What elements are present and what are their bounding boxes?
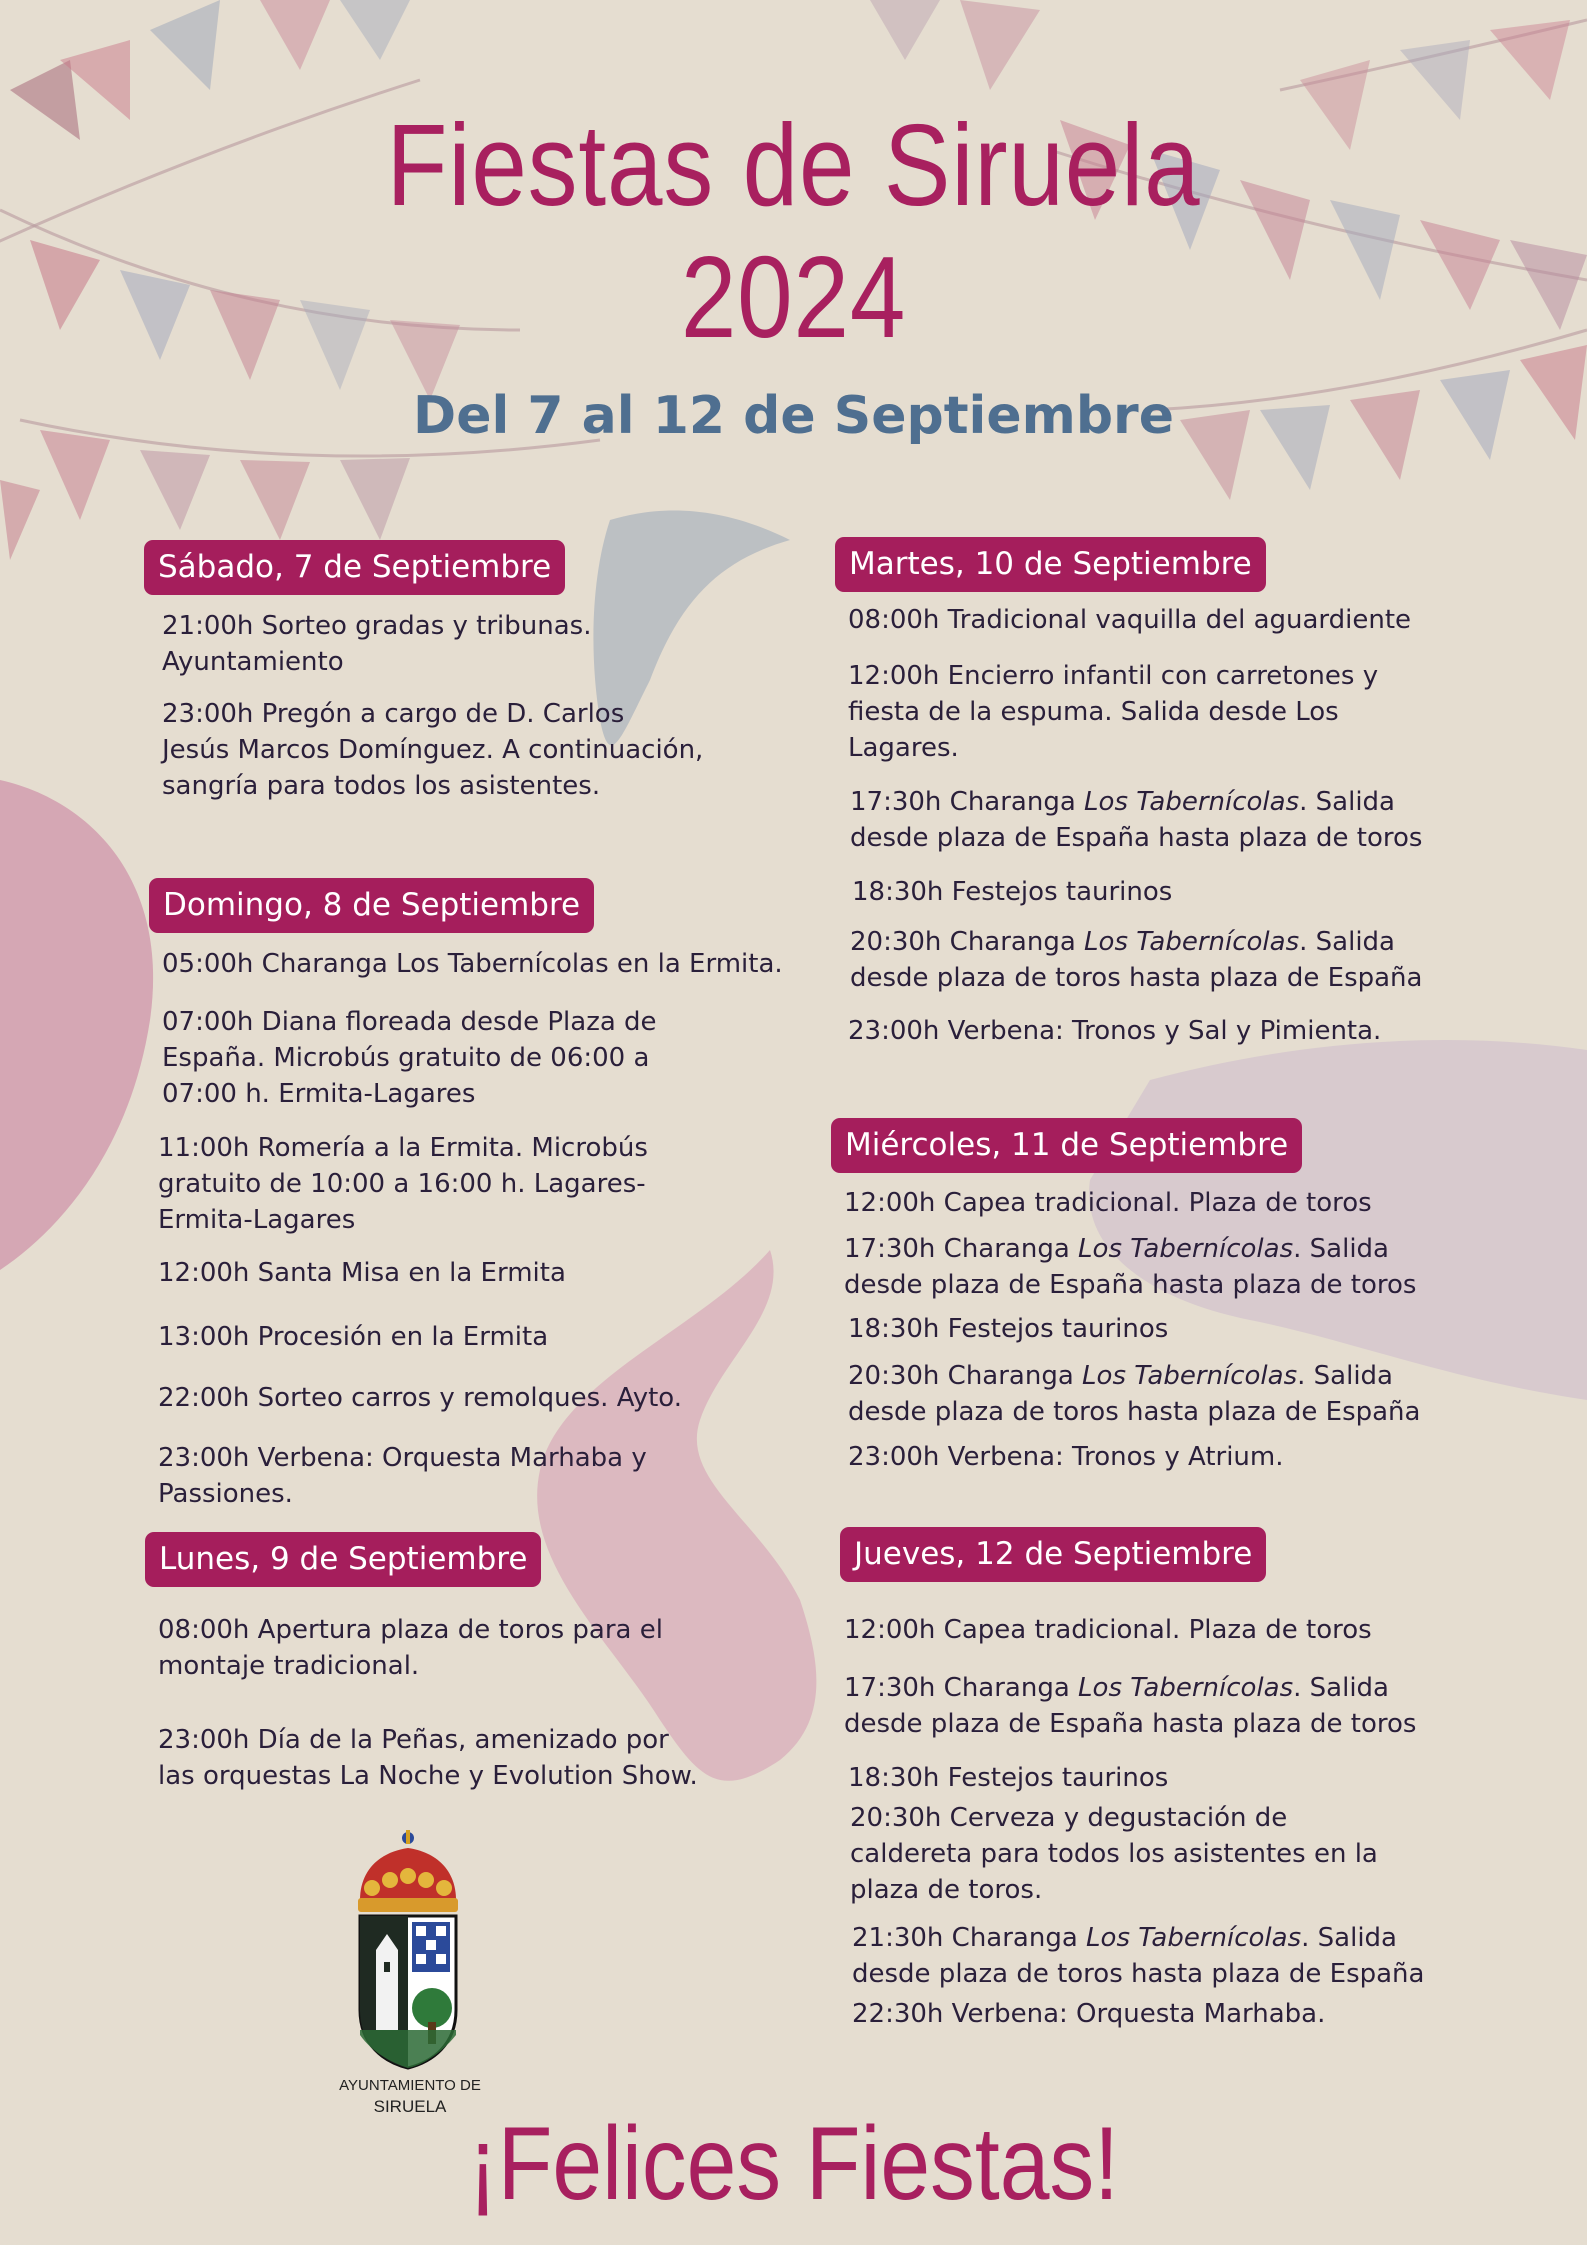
event-item [852, 1996, 1325, 2032]
event-line: desde plaza de toros hasta plaza de España [848, 1397, 1421, 1427]
day-header-domingo: Domingo, 8 de Septiembre [149, 878, 594, 933]
event-line: 05:00h Charanga Los Tabernícolas en la Ermita. [162, 949, 783, 979]
event-line: 20:30h Cerveza y degustación de [850, 1803, 1288, 1833]
event-line: España. Microbús gratuito de 06:00 a [162, 1043, 650, 1073]
event-item [852, 1920, 1424, 1992]
event-line: Ermita-Lagares [158, 1205, 356, 1235]
event-item [848, 658, 1378, 766]
event-line: 11:00h Romería a la Ermita. Microbús [158, 1133, 648, 1163]
event-line: 22:00h Sorteo carros y remolques. Ayto. [158, 1383, 683, 1413]
event-line: 17:30h Charanga Los Tabernícolas. Salida [844, 1234, 1389, 1264]
event-item [848, 1311, 1168, 1347]
event-line: 17:30h Charanga Los Tabernícolas. Salida [844, 1673, 1389, 1703]
ayuntamiento-coat-of-arms-logo [320, 1830, 500, 2080]
event-line: sangría para todos los asistentes. [162, 771, 601, 801]
day-header-martes: Martes, 10 de Septiembre [835, 537, 1266, 592]
day-header-lunes: Lunes, 9 de Septiembre [145, 1532, 541, 1587]
event-line: 23:00h Día de la Peñas, amenizado por [158, 1725, 669, 1755]
event-line: Lagares. [848, 733, 959, 763]
event-line: caldereta para todos los asistentes en la [850, 1839, 1378, 1869]
day-header-sabado: Sábado, 7 de Septiembre [144, 540, 565, 595]
event-line: Jesús Marcos Domínguez. A continuación, [162, 735, 704, 765]
event-line: fiesta de la espuma. Salida desde Los [848, 697, 1339, 727]
event-item [848, 1439, 1284, 1475]
date-range-subtitle: Del 7 al 12 de Septiembre [413, 386, 1174, 446]
event-line: montaje tradicional. [158, 1651, 420, 1681]
event-line: 23:00h Verbena: Orquesta Marhaba y [158, 1443, 647, 1473]
event-line: 23:00h Verbena: Tronos y Atrium. [848, 1442, 1284, 1472]
event-item [848, 1013, 1381, 1049]
event-line: 08:00h Tradicional vaquilla del aguardiente [848, 605, 1412, 635]
event-line: 12:00h Encierro infantil con carretones y [848, 661, 1379, 691]
event-item [844, 1231, 1416, 1303]
event-item [844, 1185, 1372, 1221]
day-header-miercoles: Miércoles, 11 de Septiembre [831, 1118, 1302, 1173]
footer-greeting: ¡Felices Fiestas! [467, 2106, 1120, 2222]
pink-watercolor-blob [0, 780, 153, 1270]
event-line: 13:00h Procesión en la Ermita [158, 1322, 549, 1352]
event-item [162, 696, 703, 804]
event-item [158, 1612, 663, 1684]
event-item [158, 1440, 647, 1512]
event-item [162, 608, 591, 680]
event-line: Passiones. [158, 1479, 293, 1509]
event-item [158, 1255, 566, 1291]
event-line: desde plaza de toros hasta plaza de España [852, 1959, 1425, 1989]
event-line: plaza de toros. [850, 1875, 1043, 1905]
pink-watercolor-ribbon [537, 1250, 816, 1781]
event-line: 20:30h Charanga Los Tabernícolas. Salida [848, 1361, 1393, 1391]
event-line: 18:30h Festejos taurinos [848, 1763, 1169, 1793]
event-item [852, 874, 1172, 910]
event-line: 18:30h Festejos taurinos [852, 877, 1173, 907]
event-line: 07:00h Diana floreada desde Plaza de [162, 1007, 657, 1037]
event-item [158, 1380, 682, 1416]
page-title-year: 2024 [680, 232, 907, 362]
event-item [162, 946, 783, 982]
event-item [158, 1130, 648, 1238]
event-line: 12:00h Capea tradicional. Plaza de toros [844, 1188, 1372, 1218]
event-line: 23:00h Pregón a cargo de D. Carlos [162, 699, 625, 729]
event-line: 18:30h Festejos taurinos [848, 1314, 1169, 1344]
event-item [844, 1612, 1372, 1648]
event-item [848, 602, 1411, 638]
event-line: 21:30h Charanga Los Tabernícolas. Salida [852, 1923, 1397, 1953]
event-line: 08:00h Apertura plaza de toros para el [158, 1615, 663, 1645]
event-line: las orquestas La Noche y Evolution Show. [158, 1761, 698, 1791]
event-item [162, 1004, 657, 1112]
event-item [850, 1800, 1378, 1908]
page-title: Fiestas de Siruela [386, 100, 1201, 230]
event-line: 23:00h Verbena: Tronos y Sal y Pimienta. [848, 1016, 1382, 1046]
event-line: 20:30h Charanga Los Tabernícolas. Salida [850, 927, 1395, 957]
event-line: desde plaza de toros hasta plaza de España [850, 963, 1423, 993]
event-item [848, 1358, 1420, 1430]
event-item [844, 1670, 1416, 1742]
event-item [850, 784, 1422, 856]
logo-caption-line: AYUNTAMIENTO DE [339, 2077, 481, 2094]
event-line: 17:30h Charanga Los Tabernícolas. Salida [850, 787, 1395, 817]
event-line: 21:00h Sorteo gradas y tribunas. [162, 611, 592, 641]
event-line: gratuito de 10:00 a 16:00 h. Lagares- [158, 1169, 646, 1199]
event-line: desde plaza de España hasta plaza de toros [850, 823, 1423, 853]
event-line: Ayuntamiento [162, 647, 344, 677]
event-item [158, 1319, 548, 1355]
day-header-jueves: Jueves, 12 de Septiembre [840, 1527, 1266, 1582]
event-line: 12:00h Santa Misa en la Ermita [158, 1258, 566, 1288]
event-line: 07:00 h. Ermita-Lagares [162, 1079, 476, 1109]
event-item [850, 924, 1422, 996]
logo-caption-line: SIRUELA [373, 2097, 447, 2116]
event-line: 22:30h Verbena: Orquesta Marhaba. [852, 1999, 1326, 2029]
event-line: desde plaza de España hasta plaza de toros [844, 1709, 1417, 1739]
event-item [158, 1722, 698, 1794]
event-line: desde plaza de España hasta plaza de toros [844, 1270, 1417, 1300]
event-item [848, 1760, 1168, 1796]
event-line: 12:00h Capea tradicional. Plaza de toros [844, 1615, 1372, 1645]
